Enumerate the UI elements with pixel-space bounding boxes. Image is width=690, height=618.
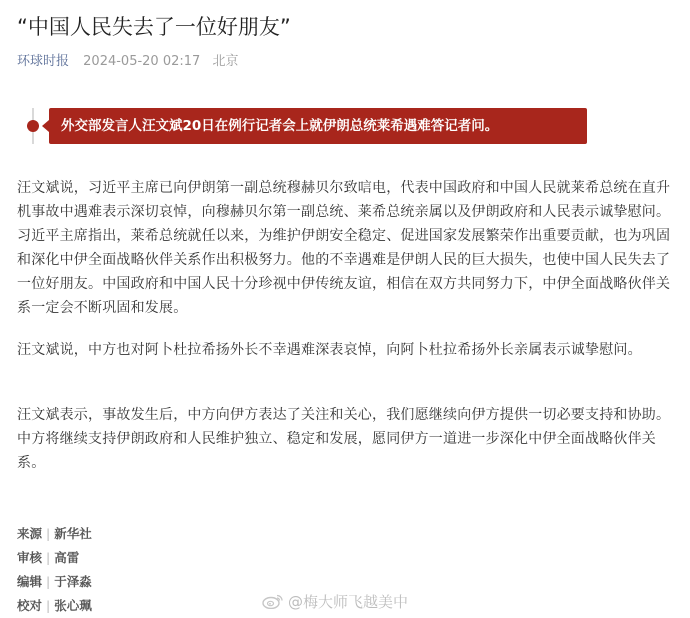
callout-dot	[27, 120, 39, 132]
credit-row-proofread	[17, 594, 92, 618]
source-link[interactable]: 环球时报	[17, 54, 70, 69]
credit-value: 高雷	[54, 550, 80, 565]
paragraph-3: 汪文斌表示，事故发生后，中方向伊方表达了关注和关心，我们愿继续向伊方提供一切必要支持和协助。中方将继续支持伊朗政府和人民维护独立、稳定和发展，愿同伊方一道进一步深化中伊全面战略伙伴关系。	[17, 407, 671, 471]
credit-label: 来源	[17, 526, 43, 541]
publish-date: 2024-05-20 02:17	[83, 54, 201, 69]
callout-text: 外交部发言人汪文斌20日在例行记者会上就伊朗总统莱希遇难答记者问。	[61, 118, 499, 134]
credit-value: 于泽淼	[54, 574, 92, 589]
credit-separator: |	[46, 550, 51, 565]
credit-value: 张心珮	[54, 598, 92, 613]
callout-arrow	[42, 120, 49, 132]
credit-label: 校对	[17, 598, 43, 613]
credit-value: 新华社	[54, 526, 92, 541]
highlight-callout	[27, 108, 587, 144]
paragraph-2: 汪文斌说，中方也对阿卜杜拉希扬外长不幸遇难深表哀悼，向阿卜杜拉希扬外长亲属表示诚挚慰问。	[17, 342, 642, 358]
publish-location: 北京	[212, 54, 239, 69]
paragraph-1: 汪文斌说，习近平主席已向伊朗第一副总统穆赫贝尔致唁电，代表中国政府和中国人民就莱希总统在直升机事故中遇难表示深切哀悼，向穆赫贝尔第一副总统、莱希总统亲属以及伊朗政府和人民表示诚挚慰问。习近平主席指出，莱希总统就任以来，为维护伊朗安全稳定、促进国家发展繁荣作出重要贡献，也为巩固和深化中伊全面战略伙伴关系作出积极努力。他的不幸遇难是伊朗人民的巨大损失，也使中国人民失去了一位好朋友。中国政府和中国人民十分珍视中伊传统友谊，相信在双方共同努力下，中伊全面战略伙伴关系一定会不断巩固和发展。	[17, 180, 671, 316]
watermark-text: @梅大师飞越美中	[288, 593, 409, 611]
article-title: “中国人民失去了一位好朋友”	[17, 15, 291, 39]
credits-block	[17, 522, 92, 618]
credit-row-source	[17, 522, 92, 546]
weibo-logo-icon	[262, 593, 284, 609]
credit-label: 编辑	[17, 574, 43, 589]
credit-label: 审核	[17, 550, 43, 565]
credit-row-editor	[17, 570, 92, 594]
credit-row-review	[17, 546, 92, 570]
callout-bar	[49, 108, 587, 144]
watermark	[262, 590, 408, 614]
credit-separator: |	[46, 526, 51, 541]
article-meta	[17, 52, 238, 72]
credit-separator: |	[46, 574, 51, 589]
credit-separator: |	[46, 598, 51, 613]
